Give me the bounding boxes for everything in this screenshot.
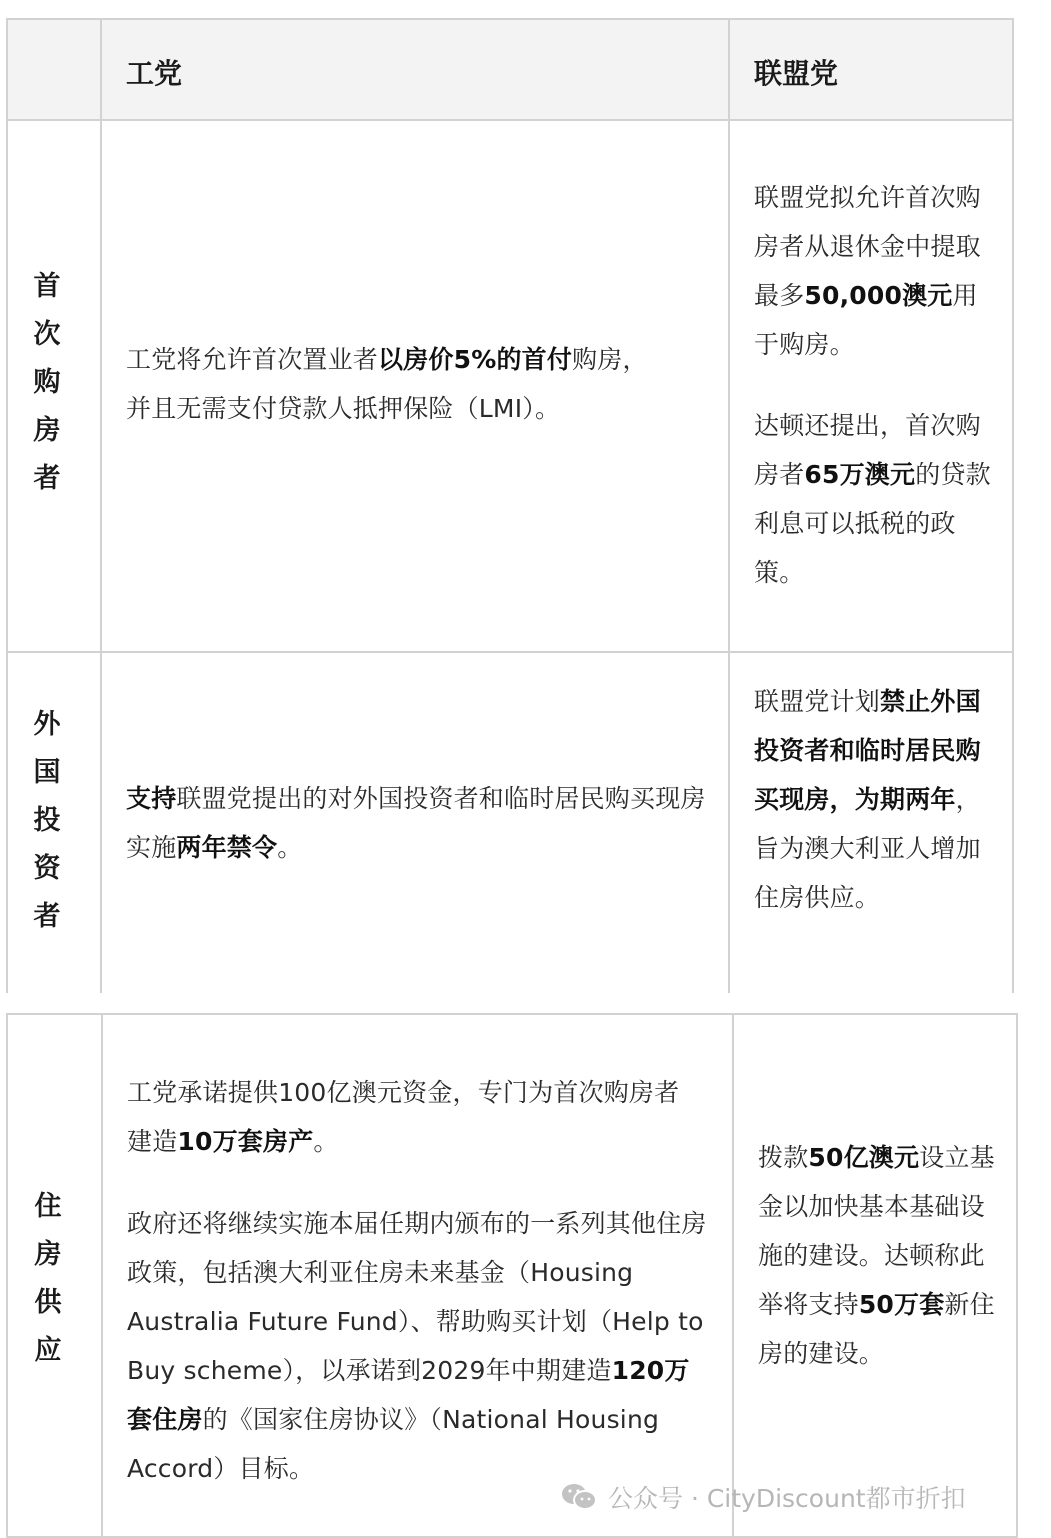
labor-policy-text <box>126 774 706 872</box>
text-run: 购房，并且无需支付贷款人抵押保险（LMI）。 <box>126 345 648 423</box>
coalition-cell <box>728 651 1014 993</box>
header-corner-cell <box>6 18 102 121</box>
emphasis-text: 两年禁令 <box>176 833 278 862</box>
row-label: 首次购房者 <box>33 271 61 494</box>
row-label-cell <box>6 119 102 653</box>
coalition-cell <box>732 1013 1018 1538</box>
text-run: 新住房的建设。 <box>758 1290 995 1368</box>
text-run: 政府还将继续实施本届任期内颁布的一系列其他住房政策，包括澳大利亚住房未来基金（Housing Australia Future Fund）、帮助购买计划（Help to Buy scheme），以承诺到2029年中期建造 <box>127 1209 707 1385</box>
watermark-text: 公众号 · CityDiscount都市折扣 <box>608 1484 966 1513</box>
text-run: 设立基金以加快基本基础设施的建设。达顿称此举将支持 <box>758 1143 995 1319</box>
header-labor: 工党 <box>126 57 183 90</box>
emphasis-text: 50万套 <box>858 1290 945 1319</box>
text-run: 达顿还提出，首次购房者 <box>754 411 981 489</box>
wechat-watermark <box>560 1477 966 1517</box>
text-run: 。 <box>313 1127 339 1156</box>
header-coalition: 联盟党 <box>754 57 839 90</box>
text-run: 联盟党拟允许首次购房者从退休金中提取最多 <box>754 183 981 310</box>
header-labor-cell <box>100 18 730 121</box>
coalition-policy-text <box>754 677 994 922</box>
text-run: ，旨为澳大利亚人增加住房供应。 <box>754 785 981 912</box>
text-run: 工党将允许首次置业者 <box>126 345 379 374</box>
labor-cell <box>101 1013 734 1538</box>
text-run: 工党承诺提供100亿澳元资金，专门为首次购房者建造 <box>127 1078 680 1156</box>
text-run: 。 <box>277 833 303 862</box>
labor-policy-text <box>127 1068 702 1166</box>
labor-policy-text <box>127 1199 707 1493</box>
coalition-policy-text <box>758 1133 998 1378</box>
text-run: 拨款 <box>758 1143 809 1172</box>
emphasis-text: 65万澳元 <box>804 460 916 489</box>
text-run: 用于购房。 <box>754 281 978 359</box>
coalition-policy-text <box>754 401 994 597</box>
coalition-policy-text <box>754 173 994 369</box>
text-run: 联盟党提出的对外国投资者和临时居民购买现房实施 <box>126 784 706 862</box>
labor-policy-text <box>126 335 671 433</box>
emphasis-text: 50,000澳元 <box>804 281 953 310</box>
emphasis-text: 支持 <box>126 784 177 813</box>
row-label: 住房供应 <box>34 1191 62 1366</box>
labor-cell <box>100 651 730 993</box>
row-label: 外国投资者 <box>33 709 61 932</box>
coalition-cell <box>728 119 1014 653</box>
emphasis-text: 10万套房产 <box>177 1127 314 1156</box>
row-label-cell <box>6 1013 103 1538</box>
header-coalition-cell <box>728 18 1014 121</box>
text-run: 联盟党计划 <box>754 687 881 716</box>
emphasis-text: 50亿澳元 <box>808 1143 920 1172</box>
emphasis-text: 以房价5%的首付 <box>378 345 573 374</box>
row-label-cell <box>6 651 102 993</box>
text-run: 的《国家住房协议》（National Housing Accord）目标。 <box>127 1405 660 1483</box>
text-run: 的贷款利息可以抵税的政策。 <box>754 460 991 587</box>
wechat-icon <box>560 1481 598 1513</box>
emphasis-text: 120万套住房 <box>127 1356 690 1434</box>
emphasis-text: 禁止外国投资者和临时居民购买现房，为期两年 <box>754 687 981 814</box>
labor-cell <box>100 119 730 653</box>
